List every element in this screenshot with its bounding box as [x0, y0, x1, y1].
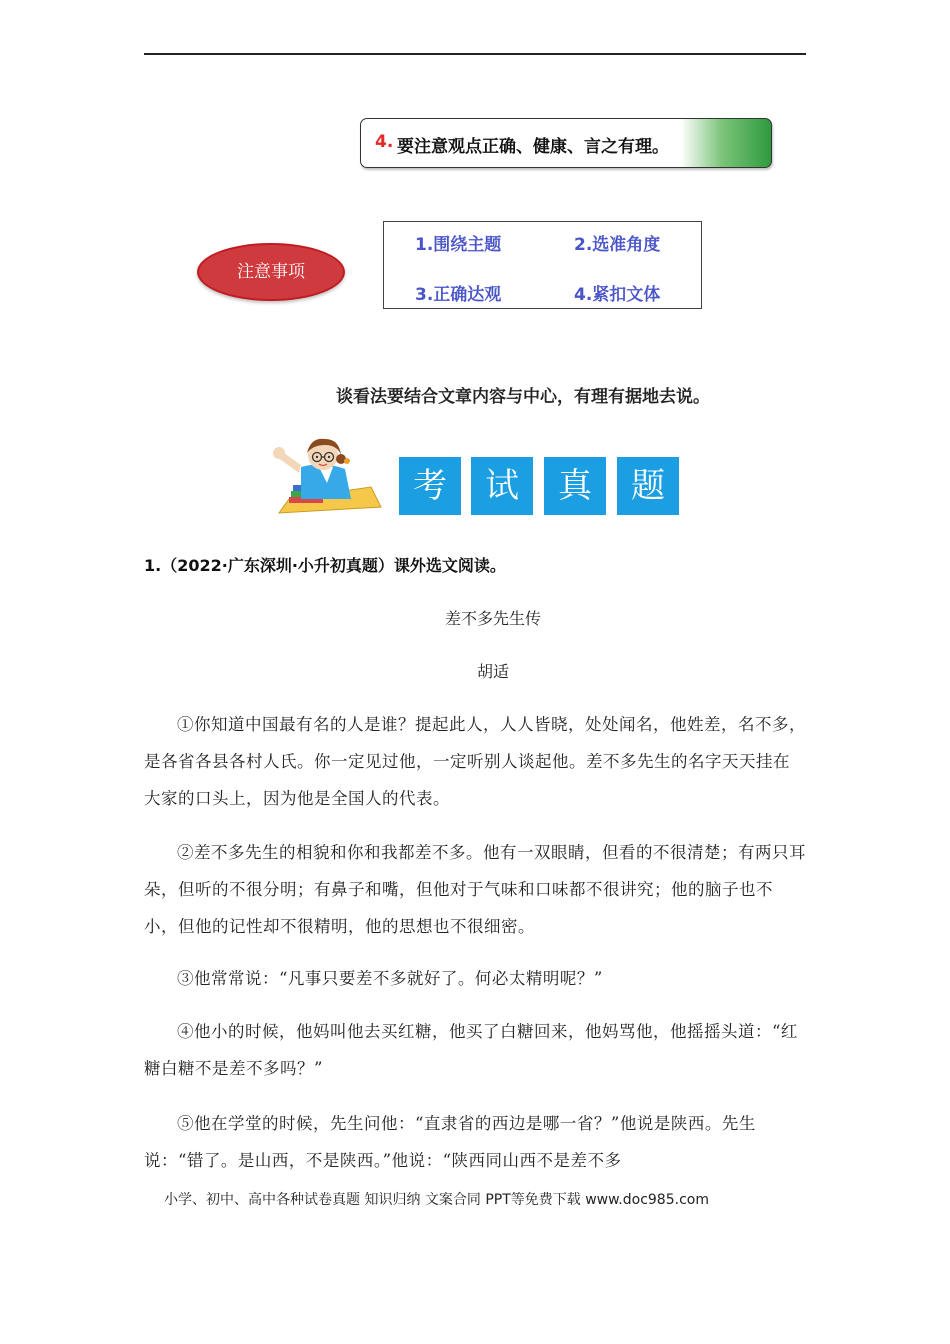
- exam-title-tile: 题: [617, 457, 679, 515]
- article-paragraph: ③他常常说：“凡事只要差不多就好了。何必太精明呢？”: [177, 969, 603, 988]
- points-box: [383, 221, 702, 309]
- student-reading-illustration: [271, 437, 385, 517]
- point-item: 1.围绕主题: [415, 235, 502, 255]
- point-item: 2.选准角度: [574, 235, 661, 255]
- article-title: 差不多先生传: [444, 609, 541, 628]
- page-footer: 小学、初中、高中各种试卷真题 知识归纳 文案合同 PPT等免费下载 www.doc985.com: [164, 1192, 709, 1208]
- tip-banner: [360, 118, 772, 168]
- point-item: 4.紧扣文体: [574, 285, 661, 305]
- point-item: 3.正确达观: [415, 285, 502, 305]
- article-author: 胡适: [476, 662, 509, 681]
- notice-oval: 注意事项: [197, 243, 345, 301]
- article-paragraph: ①你知道中国最有名的人是谁？提起此人，人人皆晓，处处闻名，他姓差，名不多，是各省各县各村人氏。你一定见过他，一定听别人谈起他。差不多先生的名字天天挂在大家的口头上，因为他是全国人的代表。: [144, 715, 806, 808]
- banner-text: 要注意观点正确、健康、言之有理。: [397, 137, 669, 157]
- exam-title-tile: 考: [399, 457, 461, 515]
- article-title-row: [0, 606, 950, 629]
- article-paragraph: ⑤他在学堂的时候，先生问他：“直隶省的西边是哪一省？”他说是陕西。先生说：“错了。是山西，不是陕西。”他说：“陕西同山西不是差不多: [144, 1114, 756, 1170]
- exam-title-tile: 真: [544, 457, 606, 515]
- article-author-row: [0, 659, 950, 682]
- exam-title-tile: 试: [471, 457, 533, 515]
- question-heading: 1.（2022·广东深圳·小升初真题）课外选文阅读。: [144, 556, 506, 575]
- article-paragraph: ④他小的时候，他妈叫他去买红糖，他买了白糖回来，他妈骂他，他摇摇头道：“红糖白糖不是差不多吗？”: [144, 1022, 798, 1078]
- banner-number: 4.: [375, 132, 394, 152]
- tip-text: 谈看法要结合文章内容与中心，有理有据地去说。: [336, 387, 710, 407]
- article-paragraph: ②差不多先生的相貌和你和我都差不多。他有一双眼睛，但看的不很清楚；有两只耳朵，但听的不很分明；有鼻子和嘴，但他对于气味和口味都不很讲究；他的脑子也不小，但他的记性却不很精明，他的思想也不很细密。: [144, 843, 806, 936]
- header-rule: [144, 53, 806, 55]
